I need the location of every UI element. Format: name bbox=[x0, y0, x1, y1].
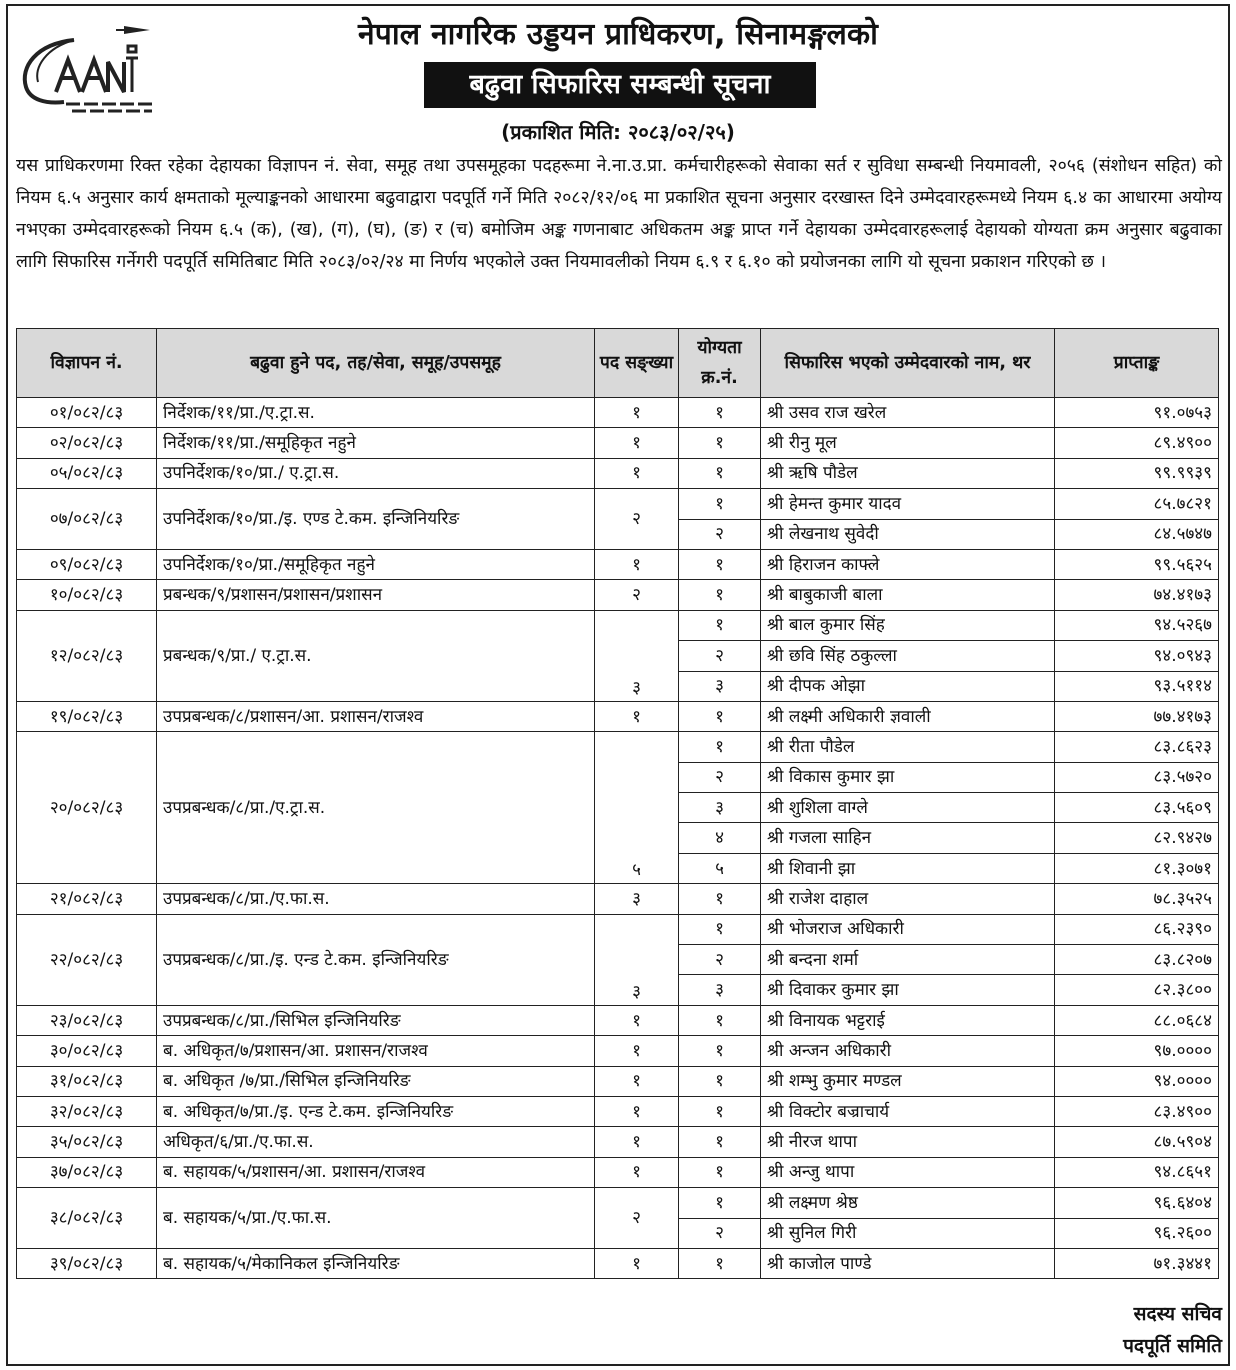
score-cell: ८१.३०७१ bbox=[1055, 853, 1219, 883]
candidate-name-cell: श्री ऋषि पौडेल bbox=[761, 458, 1055, 488]
table-row bbox=[17, 732, 1219, 762]
merit-rank-cell: २ bbox=[679, 519, 761, 549]
candidate-name-cell: श्री नीरज थापा bbox=[761, 1127, 1055, 1157]
score-cell: ८३.५७२० bbox=[1055, 762, 1219, 792]
score-cell: ८५.७८२१ bbox=[1055, 489, 1219, 519]
signature-title: सदस्य सचिव bbox=[1133, 1303, 1222, 1325]
candidate-name-cell: श्री गजला साहिन bbox=[761, 823, 1055, 853]
ad-number-cell: ३१/०८२/८३ bbox=[17, 1066, 157, 1096]
score-cell: ८२.९४२७ bbox=[1055, 823, 1219, 853]
ad-number-cell: ०१/०८२/८३ bbox=[17, 398, 157, 428]
post-count-cell: १ bbox=[595, 701, 679, 731]
post-count-cell: ३ bbox=[595, 610, 679, 701]
score-cell: ८३.८६२३ bbox=[1055, 732, 1219, 762]
merit-rank-cell: १ bbox=[679, 1036, 761, 1066]
candidate-name-cell: श्री लक्ष्मी अधिकारी ज्ञवाली bbox=[761, 701, 1055, 731]
merit-rank-cell: १ bbox=[679, 428, 761, 458]
table-body bbox=[17, 398, 1219, 1279]
candidate-name-cell: श्री भोजराज अधिकारी bbox=[761, 914, 1055, 944]
ad-number-cell: १०/०८२/८३ bbox=[17, 580, 157, 610]
score-cell: ७७.४१७३ bbox=[1055, 701, 1219, 731]
score-cell: ७८.३५२५ bbox=[1055, 884, 1219, 914]
merit-rank-cell: १ bbox=[679, 489, 761, 519]
score-cell: ८६.२३९० bbox=[1055, 914, 1219, 944]
candidate-name-cell: श्री दिवाकर कुमार झा bbox=[761, 975, 1055, 1005]
merit-rank-cell: २ bbox=[679, 1218, 761, 1248]
header-post-count: पद सङ्ख्या bbox=[595, 329, 679, 398]
ad-number-cell: ३०/०८२/८३ bbox=[17, 1036, 157, 1066]
score-cell: ९९.५६२५ bbox=[1055, 549, 1219, 579]
table-row bbox=[17, 1036, 1219, 1066]
ad-number-cell: १२/०८२/८३ bbox=[17, 610, 157, 701]
post-count-cell: २ bbox=[595, 489, 679, 550]
merit-rank-cell: १ bbox=[679, 1066, 761, 1096]
merit-rank-cell: १ bbox=[679, 884, 761, 914]
post-count-cell: २ bbox=[595, 580, 679, 610]
header-candidate-name: सिफारिस भएको उम्मेदवारको नाम, थर bbox=[761, 329, 1055, 398]
post-count-cell: १ bbox=[595, 1127, 679, 1157]
merit-rank-cell: १ bbox=[679, 1188, 761, 1218]
post-count-cell: ३ bbox=[595, 884, 679, 914]
merit-rank-cell: ३ bbox=[679, 793, 761, 823]
merit-rank-cell: १ bbox=[679, 549, 761, 579]
post-count-cell: १ bbox=[595, 1157, 679, 1187]
candidate-name-cell: श्री हेमन्त कुमार यादव bbox=[761, 489, 1055, 519]
merit-rank-cell: ३ bbox=[679, 975, 761, 1005]
score-cell: ८७.५९०४ bbox=[1055, 1127, 1219, 1157]
candidate-name-cell: श्री विकास कुमार झा bbox=[761, 762, 1055, 792]
post-count-cell: १ bbox=[595, 549, 679, 579]
merit-rank-cell: १ bbox=[679, 398, 761, 428]
post-cell: उपनिर्देशक/१०/प्रा./इ. एण्ड टे.कम. इन्जिनियरिङ bbox=[157, 489, 595, 550]
score-cell: ८८.०६८४ bbox=[1055, 1005, 1219, 1035]
score-cell: ८९.४९०० bbox=[1055, 428, 1219, 458]
candidate-name-cell: श्री हिराजन काफ्ले bbox=[761, 549, 1055, 579]
candidate-name-cell: श्री लक्ष्मण श्रेष्ठ bbox=[761, 1188, 1055, 1218]
merit-rank-cell: १ bbox=[679, 914, 761, 944]
table-row bbox=[17, 1248, 1219, 1278]
recommendation-table bbox=[16, 328, 1219, 1279]
ad-number-cell: ३५/०८२/८३ bbox=[17, 1127, 157, 1157]
merit-rank-cell: २ bbox=[679, 762, 761, 792]
ad-number-cell: १९/०८२/८३ bbox=[17, 701, 157, 731]
post-count-cell: १ bbox=[595, 1248, 679, 1278]
merit-rank-cell: १ bbox=[679, 1127, 761, 1157]
candidate-name-cell: श्री शुशिला वाग्ले bbox=[761, 793, 1055, 823]
post-count-cell: १ bbox=[595, 428, 679, 458]
ad-number-cell: ०५/०८२/८३ bbox=[17, 458, 157, 488]
candidate-name-cell: श्री बन्दना शर्मा bbox=[761, 945, 1055, 975]
score-cell: ९९.९९३९ bbox=[1055, 458, 1219, 488]
candidate-name-cell: श्री दीपक ओझा bbox=[761, 671, 1055, 701]
publish-date: (प्रकाशित मिति: २०८३/०२/२५) bbox=[501, 120, 735, 144]
organization-title: नेपाल नागरिक उड्डयन प्राधिकरण, सिनामङ्गलको bbox=[357, 17, 879, 52]
table-row bbox=[17, 428, 1219, 458]
candidate-name-cell: श्री छवि सिंह ठकुल्ला bbox=[761, 641, 1055, 671]
post-count-cell: १ bbox=[595, 1066, 679, 1096]
table-row bbox=[17, 398, 1219, 428]
header-merit-rank: योग्यता क्र.नं. bbox=[679, 329, 761, 398]
score-cell: ९४.५२६७ bbox=[1055, 610, 1219, 640]
table-row bbox=[17, 610, 1219, 640]
merit-rank-cell: १ bbox=[679, 1157, 761, 1187]
ad-number-cell: ०७/०८२/८३ bbox=[17, 489, 157, 550]
post-cell: उपप्रबन्धक/८/प्रा./सिभिल इन्जिनियरिङ bbox=[157, 1005, 595, 1035]
post-cell: उपनिर्देशक/१०/प्रा./समूहिकृत नहुने bbox=[157, 549, 595, 579]
merit-rank-cell: १ bbox=[679, 458, 761, 488]
score-cell: ८३.५६०९ bbox=[1055, 793, 1219, 823]
merit-rank-cell: ५ bbox=[679, 853, 761, 883]
header-score: प्राप्ताङ्क bbox=[1055, 329, 1219, 398]
post-count-cell: १ bbox=[595, 398, 679, 428]
candidate-name-cell: श्री विक्टोर बज्राचार्य bbox=[761, 1096, 1055, 1126]
candidate-name-cell: श्री सुनिल गिरी bbox=[761, 1218, 1055, 1248]
candidate-name-cell: श्री अन्जन अधिकारी bbox=[761, 1036, 1055, 1066]
post-count-cell: ५ bbox=[595, 732, 679, 884]
candidate-name-cell: श्री शिवानी झा bbox=[761, 853, 1055, 883]
merit-rank-cell: १ bbox=[679, 701, 761, 731]
ad-number-cell: ३७/०८२/८३ bbox=[17, 1157, 157, 1187]
merit-rank-cell: १ bbox=[679, 1248, 761, 1278]
post-cell: निर्देशक/११/प्रा./ए.ट्रा.स. bbox=[157, 398, 595, 428]
table-row bbox=[17, 458, 1219, 488]
table-header-row bbox=[17, 329, 1219, 398]
table-row bbox=[17, 1188, 1219, 1218]
table-row bbox=[17, 1127, 1219, 1157]
merit-rank-cell: १ bbox=[679, 732, 761, 762]
score-cell: ९१.०७५३ bbox=[1055, 398, 1219, 428]
ad-number-cell: २२/०८२/८३ bbox=[17, 914, 157, 1005]
notice-banner: बढुवा सिफारिस सम्बन्धी सूचना bbox=[424, 62, 816, 108]
candidate-name-cell: श्री राजेश दाहाल bbox=[761, 884, 1055, 914]
candidate-name-cell: श्री अन्जु थापा bbox=[761, 1157, 1055, 1187]
post-cell: ब. सहायक/५/प्रशासन/आ. प्रशासन/राजश्व bbox=[157, 1157, 595, 1187]
table-row bbox=[17, 549, 1219, 579]
merit-rank-cell: ४ bbox=[679, 823, 761, 853]
post-cell: उपप्रबन्धक/८/प्रा./इ. एन्ड टे.कम. इन्जिनियरिङ bbox=[157, 914, 595, 1005]
ad-number-cell: २१/०८२/८३ bbox=[17, 884, 157, 914]
ad-number-cell: ०९/०८२/८३ bbox=[17, 549, 157, 579]
score-cell: ९७.०००० bbox=[1055, 1036, 1219, 1066]
post-cell: उपप्रबन्धक/८/प्रा./ए.फा.स. bbox=[157, 884, 595, 914]
post-count-cell: १ bbox=[595, 1036, 679, 1066]
post-cell: ब. अधिकृत /७/प्रा./सिभिल इन्जिनियरिङ bbox=[157, 1066, 595, 1096]
table-row bbox=[17, 914, 1219, 944]
post-cell: अधिकृत/६/प्रा./ए.फा.स. bbox=[157, 1127, 595, 1157]
score-cell: ९४.०००० bbox=[1055, 1066, 1219, 1096]
merit-rank-cell: १ bbox=[679, 1005, 761, 1035]
ad-number-cell: ३२/०८२/८३ bbox=[17, 1096, 157, 1126]
score-cell: ७४.४१७३ bbox=[1055, 580, 1219, 610]
table-row bbox=[17, 884, 1219, 914]
post-cell: ब. अधिकृत/७/प्रशासन/आ. प्रशासन/राजश्व bbox=[157, 1036, 595, 1066]
candidate-name-cell: श्री रीता पौडेल bbox=[761, 732, 1055, 762]
score-cell: ९३.५११४ bbox=[1055, 671, 1219, 701]
post-cell: प्रबन्धक/९/प्रशासन/प्रशासन/प्रशासन bbox=[157, 580, 595, 610]
score-cell: ९४.०९४३ bbox=[1055, 641, 1219, 671]
table-row bbox=[17, 1096, 1219, 1126]
ad-number-cell: २३/०८२/८३ bbox=[17, 1005, 157, 1035]
candidate-name-cell: श्री रीनु मूल bbox=[761, 428, 1055, 458]
post-count-cell: २ bbox=[595, 1188, 679, 1249]
ad-number-cell: ३८/०८२/८३ bbox=[17, 1188, 157, 1249]
signature-block bbox=[1123, 1298, 1222, 1362]
candidate-name-cell: श्री शम्भु कुमार मण्डल bbox=[761, 1066, 1055, 1096]
header-ad-number: विज्ञापन नं. bbox=[17, 329, 157, 398]
post-cell: उपनिर्देशक/१०/प्रा./ ए.ट्रा.स. bbox=[157, 458, 595, 488]
table-row bbox=[17, 1005, 1219, 1035]
table-row bbox=[17, 489, 1219, 519]
merit-rank-cell: २ bbox=[679, 945, 761, 975]
score-cell: ९६.२६०० bbox=[1055, 1218, 1219, 1248]
post-cell: ब. सहायक/५/प्रा./ए.फा.स. bbox=[157, 1188, 595, 1249]
post-count-cell: १ bbox=[595, 1005, 679, 1035]
post-cell: प्रबन्धक/९/प्रा./ ए.ट्रा.स. bbox=[157, 610, 595, 701]
post-cell: ब. सहायक/५/मेकानिकल इन्जिनियरिङ bbox=[157, 1248, 595, 1278]
post-count-cell: १ bbox=[595, 1096, 679, 1126]
candidate-name-cell: श्री विनायक भट्टराई bbox=[761, 1005, 1055, 1035]
score-cell: ८२.३८०० bbox=[1055, 975, 1219, 1005]
post-count-cell: १ bbox=[595, 458, 679, 488]
candidate-name-cell: श्री लेखनाथ सुवेदी bbox=[761, 519, 1055, 549]
score-cell: ८४.५७४७ bbox=[1055, 519, 1219, 549]
candidate-name-cell: श्री बाबुकाजी बाला bbox=[761, 580, 1055, 610]
signature-committee: पदपूर्ति समिति bbox=[1123, 1335, 1222, 1357]
merit-rank-cell: १ bbox=[679, 1096, 761, 1126]
ad-number-cell: ०२/०८२/८३ bbox=[17, 428, 157, 458]
merit-rank-cell: १ bbox=[679, 610, 761, 640]
merit-rank-cell: ३ bbox=[679, 671, 761, 701]
header-post: बढुवा हुने पद, तह/सेवा, समूह/उपसमूह bbox=[157, 329, 595, 398]
ad-number-cell: २०/०८२/८३ bbox=[17, 732, 157, 884]
post-cell: उपप्रबन्धक/८/प्रा./ए.ट्रा.स. bbox=[157, 732, 595, 884]
notice-paragraph: यस प्राधिकरणमा रिक्त रहेका देहायका विज्ञापन नं. सेवा, समूह तथा उपसमूहका पदहरूमा ने.ना.उ.प्रा. कर्मचारीहरूको सेवाका सर्त र सुविधा सम्बन्धी नियमावली, २०५६ (संशोधन सहित) को नियम ६.५ अनुसार कार्य क्षमताको मूल्याङ्कनको आधारमा बढुवाद्वारा पदपूर्ति गर्ने मिति २०८२/१२/०६ मा प्रकाशित सूचना अनुसार दरखास्त दिने उम्मेदवारहरूमध्ये नियम ६.४ का आधारमा अयोग्य नभएका उम्मेदवारहरूको नियम ६.५ (क), (ख), (ग), (घ), (ङ) र (च) बमोजिम अङ्क गणनाबाट अधिकतम अङ्क प्राप्त गर्ने देहायका उम्मेदवारहरूलाई देहायको योग्यता क्रम अनुसार बढुवाका लागि सिफारिस गर्नेगरी पदपूर्ति समितिबाट मिति २०८३/०२/२४ मा निर्णय भएकोले उक्त नियमावलीको नियम ६.९ र ६.१० को प्रयोजनका लागि यो सूचना प्रकाशन गरिएको छ । bbox=[16, 156, 1222, 272]
score-cell: ९६.६४०४ bbox=[1055, 1188, 1219, 1218]
candidate-name-cell: श्री उसव राज खरेल bbox=[761, 398, 1055, 428]
table-row bbox=[17, 701, 1219, 731]
score-cell: ९४.८६५१ bbox=[1055, 1157, 1219, 1187]
table-row bbox=[17, 1066, 1219, 1096]
score-cell: ८३.४९०० bbox=[1055, 1096, 1219, 1126]
ad-number-cell: ३९/०८२/८३ bbox=[17, 1248, 157, 1278]
table-row bbox=[17, 580, 1219, 610]
score-cell: ८३.८२०७ bbox=[1055, 945, 1219, 975]
score-cell: ७१.३४४१ bbox=[1055, 1248, 1219, 1278]
post-cell: ब. अधिकृत/७/प्रा./इ. एन्ड टे.कम. इन्जिनियरिङ bbox=[157, 1096, 595, 1126]
table-row bbox=[17, 1157, 1219, 1187]
post-count-cell: ३ bbox=[595, 914, 679, 1005]
merit-rank-cell: २ bbox=[679, 641, 761, 671]
candidate-name-cell: श्री काजोल पाण्डे bbox=[761, 1248, 1055, 1278]
candidate-name-cell: श्री बाल कुमार सिंह bbox=[761, 610, 1055, 640]
merit-rank-cell: १ bbox=[679, 580, 761, 610]
post-cell: उपप्रबन्धक/८/प्रशासन/आ. प्रशासन/राजश्व bbox=[157, 701, 595, 731]
post-cell: निर्देशक/११/प्रा./समूहिकृत नहुने bbox=[157, 428, 595, 458]
